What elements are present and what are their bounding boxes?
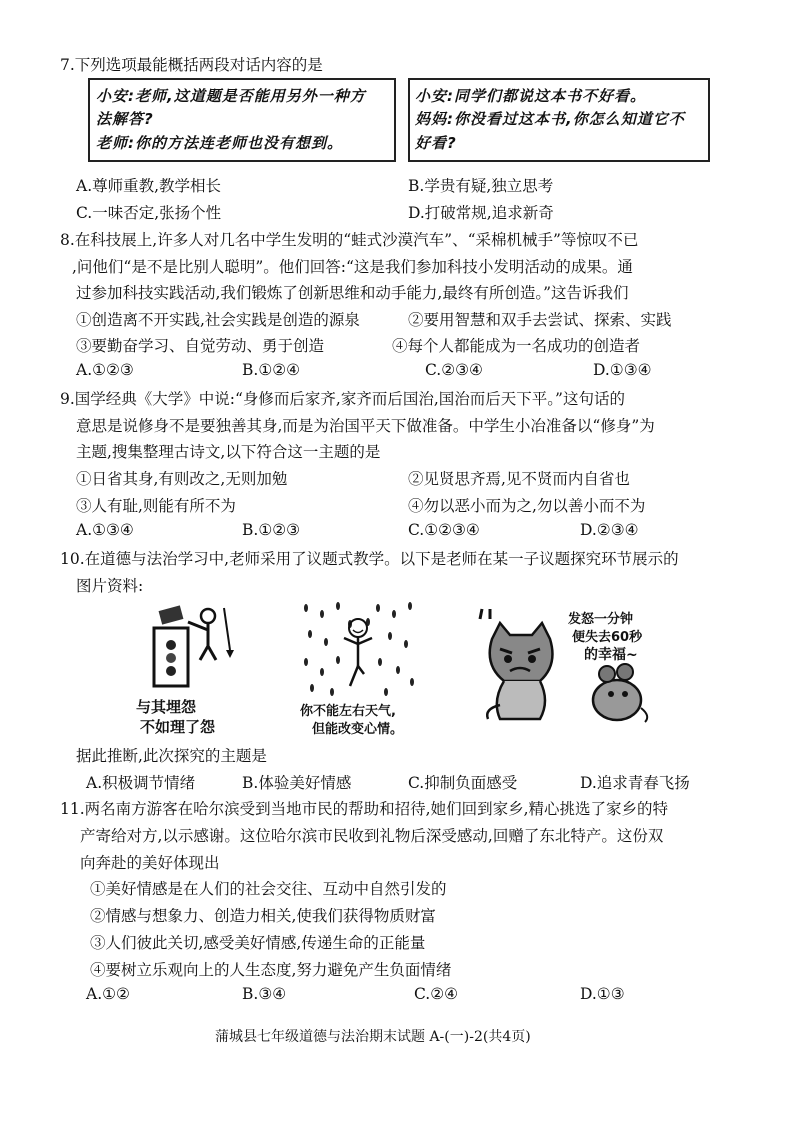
q8-stem-line: 8.在科技展上,许多人对几名中学生发明的“蛙式沙漠汽车”、“采棉机械手”等惊叹不已 <box>60 231 639 249</box>
q10-stem-line: 图片资料: <box>76 577 144 595</box>
illustration-rain-mood <box>298 600 418 700</box>
q11-option-a: A.①② <box>86 985 130 1003</box>
q11-item: ①美好情感是在人们的社会交往、互动中自然引发的 <box>90 880 447 898</box>
q8-stem-line: ,问他们“是不是比别人聪明”。他们回答:“这是我们参加科技小发明活动的成果。通 <box>72 258 633 276</box>
q8-option-b: B.①②④ <box>242 361 301 379</box>
q9-stem-line: 主题,搜集整理古诗文,以下符合这一主题的是 <box>76 443 381 461</box>
dialog-left-line: 法解答? <box>96 110 154 128</box>
q9-option-a: A.①③④ <box>76 521 134 539</box>
q9-stem-line: 9.国学经典《大学》中说:“身修而后家齐,家齐而后国治,国治而后天下平。”这句话的 <box>60 390 625 408</box>
q8-item: ③要勤奋学习、自觉劳动、勇于创造 <box>76 337 325 355</box>
q9-option-d: D.②③④ <box>580 521 639 539</box>
illustration-mouse <box>585 660 655 725</box>
q10-option-b: B.体验美好情感 <box>242 774 352 792</box>
pic1-caption-line: 与其埋怨 <box>136 698 197 716</box>
q11-stem-line: 向奔赴的美好体现出 <box>80 854 220 872</box>
q11-option-c: C.②④ <box>414 985 459 1003</box>
q8-option-c: C.②③④ <box>425 361 483 379</box>
q10-option-d: D.追求青春飞扬 <box>580 774 690 792</box>
q7-option-a: A.尊师重教,教学相长 <box>76 177 222 195</box>
q8-option-d: D.①③④ <box>593 361 652 379</box>
pic1-caption-line: 不如理了怨 <box>140 718 216 736</box>
illustration-angry-cat <box>470 605 570 727</box>
q7-option-c: C.一味否定,张扬个性 <box>76 204 222 222</box>
q11-item: ②情感与想象力、创造力相关,使我们获得物质财富 <box>90 907 436 925</box>
q9-item: ③人有耻,则能有所不为 <box>76 497 236 515</box>
q9-item: ②见贤思齐焉,见不贤而内自省也 <box>408 470 630 488</box>
mouse-icon <box>585 660 655 725</box>
dialog-right-line: 妈妈:你没看过这本书,你怎么知道它不 <box>415 110 685 128</box>
q11-stem-line: 产寄给对方,以示感谢。这位哈尔滨市民收到礼物后深受感动,回赠了东北特产。这份双 <box>80 827 664 845</box>
q10-option-a: A.积极调节情绪 <box>86 774 196 792</box>
pic3-caption-line: 便失去60秒 <box>572 630 643 645</box>
q7-option-b: B.学贵有疑,独立思考 <box>408 177 554 195</box>
q8-option-a: A.①②③ <box>76 361 134 379</box>
dialog-left-line: 小安:老师,这道题是否能用另外一种方 <box>96 87 366 105</box>
pic2-caption-line: 但能改变心情。 <box>312 722 404 737</box>
q11-item: ③人们彼此关切,感受美好情感,传递生命的正能量 <box>90 934 426 952</box>
q9-stem-line: 意思是说修身不是要独善其身,而是为治国平天下做准备。中学生小冶准备以“修身”为 <box>76 417 655 435</box>
q10-stem-line: 10.在道德与法治学习中,老师采用了议题式教学。以下是老师在某一子议题探究环节展示的 <box>60 550 679 568</box>
rain-icon <box>298 600 418 700</box>
pic2-caption-line: 你不能左右天气, <box>300 704 396 719</box>
q8-item: ②要用智慧和双手去尝试、探索、实践 <box>408 311 672 329</box>
q9-item: ④勿以恶小而为之,勿以善小而不为 <box>408 497 646 515</box>
q8-item: ④每个人都能成为一名成功的创造者 <box>392 337 641 355</box>
q11-stem-line: 11.两名南方游客在哈尔滨受到当地市民的帮助和招待,她们回到家乡,精心挑选了家乡的特 <box>60 800 669 818</box>
q10-option-c: C.抑制负面感受 <box>408 774 518 792</box>
q7-option-d: D.打破常规,追求新奇 <box>408 204 554 222</box>
dialog-left-line: 老师:你的方法连老师也没有想到。 <box>96 134 344 152</box>
q9-item: ①日省其身,有则改之,无则加勉 <box>76 470 288 488</box>
q8-stem-line: 过参加科技实践活动,我们锻炼了创新思维和动手能力,最终有所创造。”这告诉我们 <box>76 284 629 302</box>
pic3-caption-line: 发怒一分钟 <box>568 612 634 627</box>
dialog-right-line: 好看? <box>415 134 457 152</box>
q11-option-d: D.①③ <box>580 985 625 1003</box>
pic3-caption-line: 的幸福~ <box>584 647 638 663</box>
q8-item: ①创造离不开实践,社会实践是创造的源泉 <box>76 311 360 329</box>
q11-option-b: B.③④ <box>242 985 287 1003</box>
q9-option-c: C.①②③④ <box>408 521 480 539</box>
page-footer: 蒲城县七年级道德与法治期末试题 A-(一)-2(共4页) <box>215 1029 531 1045</box>
q10-question: 据此推断,此次探究的主题是 <box>76 747 267 765</box>
angry-cat-icon <box>470 605 570 727</box>
q9-option-b: B.①②③ <box>242 521 301 539</box>
dialog-right-line: 小安:同学们都说这本书不好看。 <box>415 87 647 105</box>
q11-item: ④要树立乐观向上的人生态度,努力避免产生负面情绪 <box>90 961 452 979</box>
q7-stem: 7.下列选项最能概括两段对话内容的是 <box>60 56 323 74</box>
